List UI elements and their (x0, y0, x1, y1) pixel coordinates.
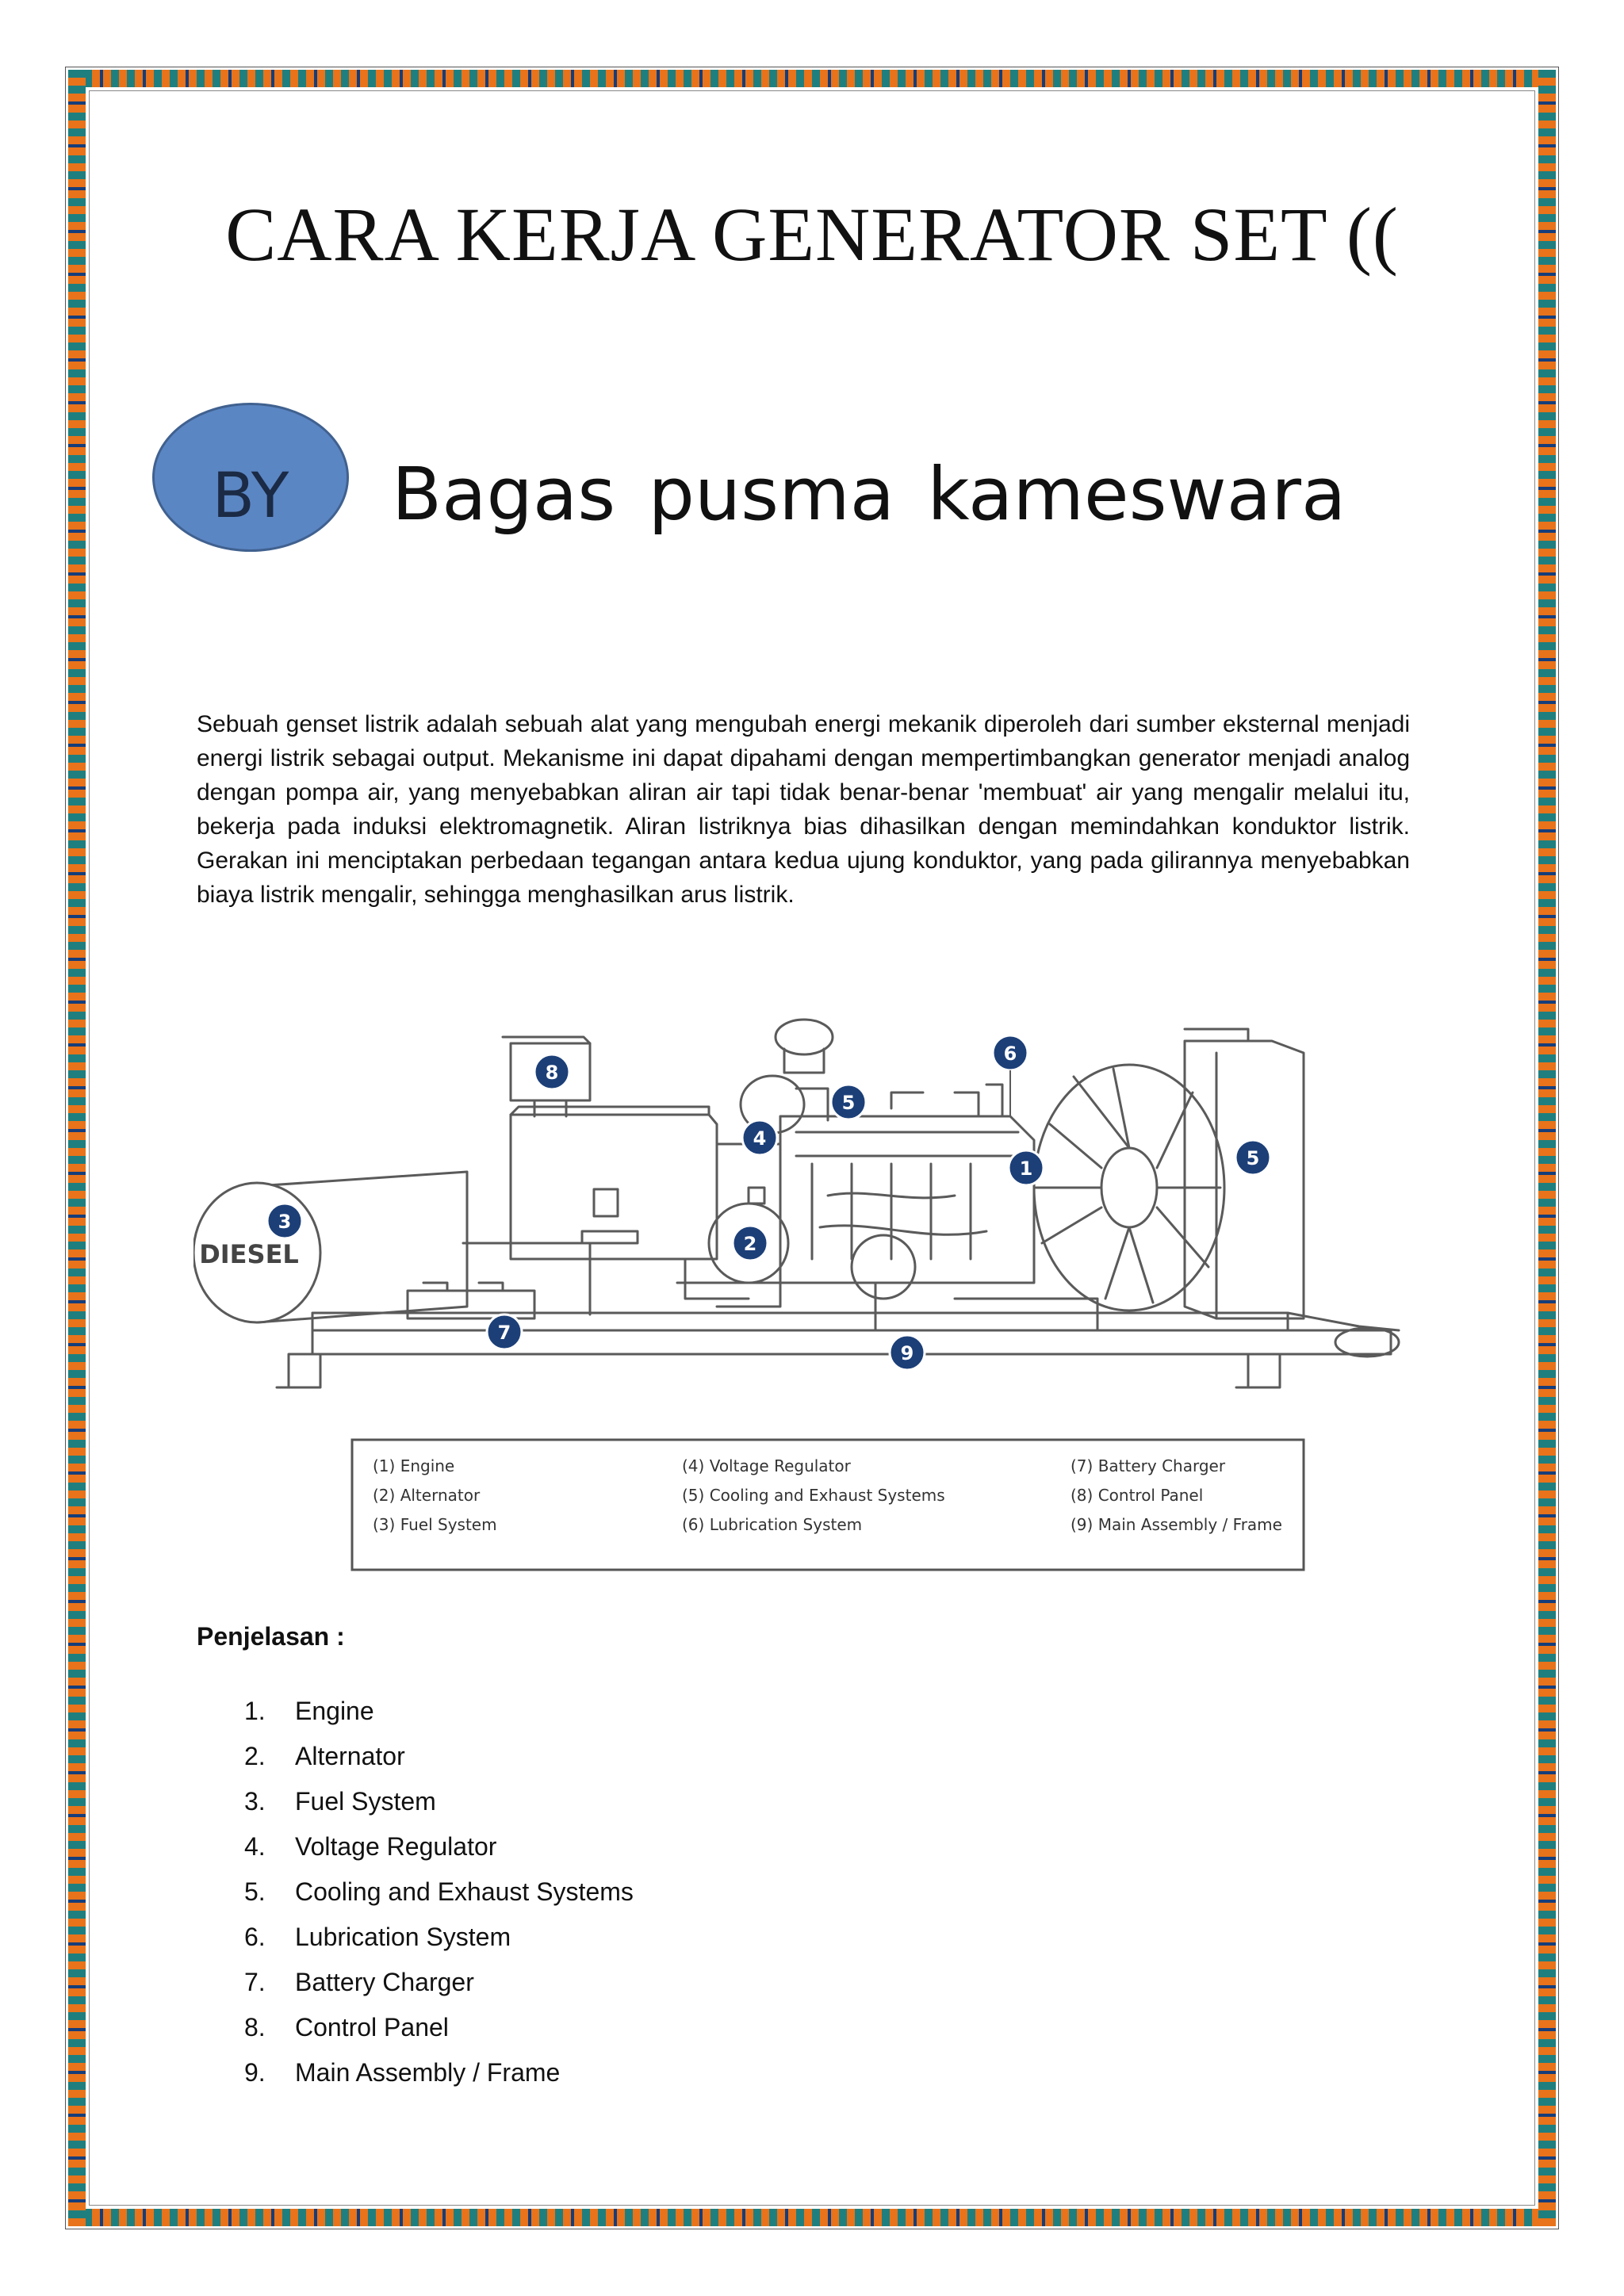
legend-item-2: (2) Alternator (373, 1486, 481, 1505)
callout-2 (733, 1226, 768, 1261)
generator-diagram (193, 1005, 1415, 1589)
list-number: 3. (244, 1787, 266, 1816)
penjelasan-heading: Penjelasan : (197, 1622, 345, 1651)
callout-8 (534, 1054, 569, 1089)
callout-5-radiator (1235, 1140, 1270, 1175)
list-item (244, 2005, 634, 2050)
svg-text:7: 7 (497, 1322, 511, 1344)
author-name: Bagas pusma kameswara (392, 452, 1346, 537)
list-item (244, 1689, 634, 1734)
by-badge (152, 403, 349, 552)
svg-text:8: 8 (545, 1062, 559, 1084)
list-item (244, 1824, 634, 1869)
list-item (244, 1960, 634, 2005)
list-label: Lubrication System (295, 1923, 511, 1951)
legend-item-3: (3) Fuel System (373, 1515, 497, 1534)
list-item (244, 1779, 634, 1824)
legend-item-8: (8) Control Panel (1071, 1486, 1204, 1505)
list-label: Main Assembly / Frame (295, 2058, 561, 2087)
intro-paragraph: Sebuah genset listrik adalah sebuah alat yang mengubah energi mekanik diperoleh dari sumber eksternal menjadi energi listrik sebagai output. Mekanisme ini dapat dipahami dengan mempertimbangkan generator menjadi analog dengan pompa air, yang menyebabkan aliran air tapi tidak benar-benar 'membuat' air yang mengalir melalui itu, bekerja pada induksi elektromagnetik. Aliran listriknya bias dihasilkan dengan memindahkan konduktor listrik. Gerakan ini menciptakan perbedaan tegangan antara kedua ujung konduktor, yang pada gilirannya menyebabkan biaya listrik mengalir, sehingga menghasilkan arus listrik. (197, 711, 1410, 908)
svg-text:5: 5 (841, 1092, 856, 1114)
legend-item-5: (5) Cooling and Exhaust Systems (682, 1486, 945, 1505)
list-label: Engine (295, 1697, 374, 1725)
radiator-fan (1034, 1065, 1224, 1311)
by-label: BY (212, 461, 289, 532)
diesel-label: DIESEL (199, 1239, 299, 1269)
list-number: 4. (244, 1832, 266, 1861)
component-list (244, 1689, 634, 2095)
list-label: Fuel System (295, 1787, 436, 1816)
list-item (244, 2050, 634, 2095)
diagram-legend (352, 1440, 1304, 1570)
callout-9 (890, 1335, 925, 1370)
list-item (244, 1869, 634, 1915)
list-number: 1. (244, 1697, 266, 1725)
list-number: 8. (244, 2013, 266, 2042)
list-item (244, 1915, 634, 1960)
svg-text:2: 2 (743, 1233, 757, 1255)
svg-text:6: 6 (1003, 1043, 1017, 1065)
border-right (1538, 70, 1556, 2226)
engine-block (780, 1085, 1034, 1299)
svg-text:3: 3 (278, 1211, 292, 1233)
list-label: Cooling and Exhaust Systems (295, 1877, 634, 1906)
callout-4 (742, 1120, 777, 1155)
legend-item-7: (7) Battery Charger (1071, 1456, 1226, 1475)
document-title: CARA KERJA GENERATOR SET (( (225, 192, 1399, 277)
legend-item-9: (9) Main Assembly / Frame (1071, 1515, 1282, 1534)
border-bottom (68, 2209, 1556, 2226)
list-number: 5. (244, 1877, 266, 1906)
list-number: 2. (244, 1742, 266, 1770)
list-item (244, 1734, 634, 1779)
callout-7 (487, 1314, 522, 1349)
legend-item-6: (6) Lubrication System (682, 1515, 863, 1534)
legend-item-1: (1) Engine (373, 1456, 455, 1475)
border-top (68, 70, 1556, 87)
callout-6 (993, 1035, 1028, 1070)
list-label: Alternator (295, 1742, 405, 1770)
callout-5-exhaust (831, 1085, 866, 1119)
list-number: 9. (244, 2058, 266, 2087)
border-left (68, 70, 86, 2226)
callout-3 (267, 1203, 302, 1238)
svg-text:5: 5 (1246, 1147, 1260, 1169)
svg-text:1: 1 (1019, 1158, 1033, 1180)
list-label: Voltage Regulator (295, 1832, 497, 1861)
svg-text:4: 4 (753, 1127, 767, 1150)
list-label: Battery Charger (295, 1968, 474, 1996)
base-frame (277, 1243, 1399, 1387)
legend-item-4: (4) Voltage Regulator (682, 1456, 851, 1475)
svg-text:9: 9 (900, 1342, 914, 1364)
list-number: 6. (244, 1923, 266, 1951)
callout-1 (1009, 1150, 1044, 1185)
list-label: Control Panel (295, 2013, 449, 2042)
list-number: 7. (244, 1968, 266, 1996)
